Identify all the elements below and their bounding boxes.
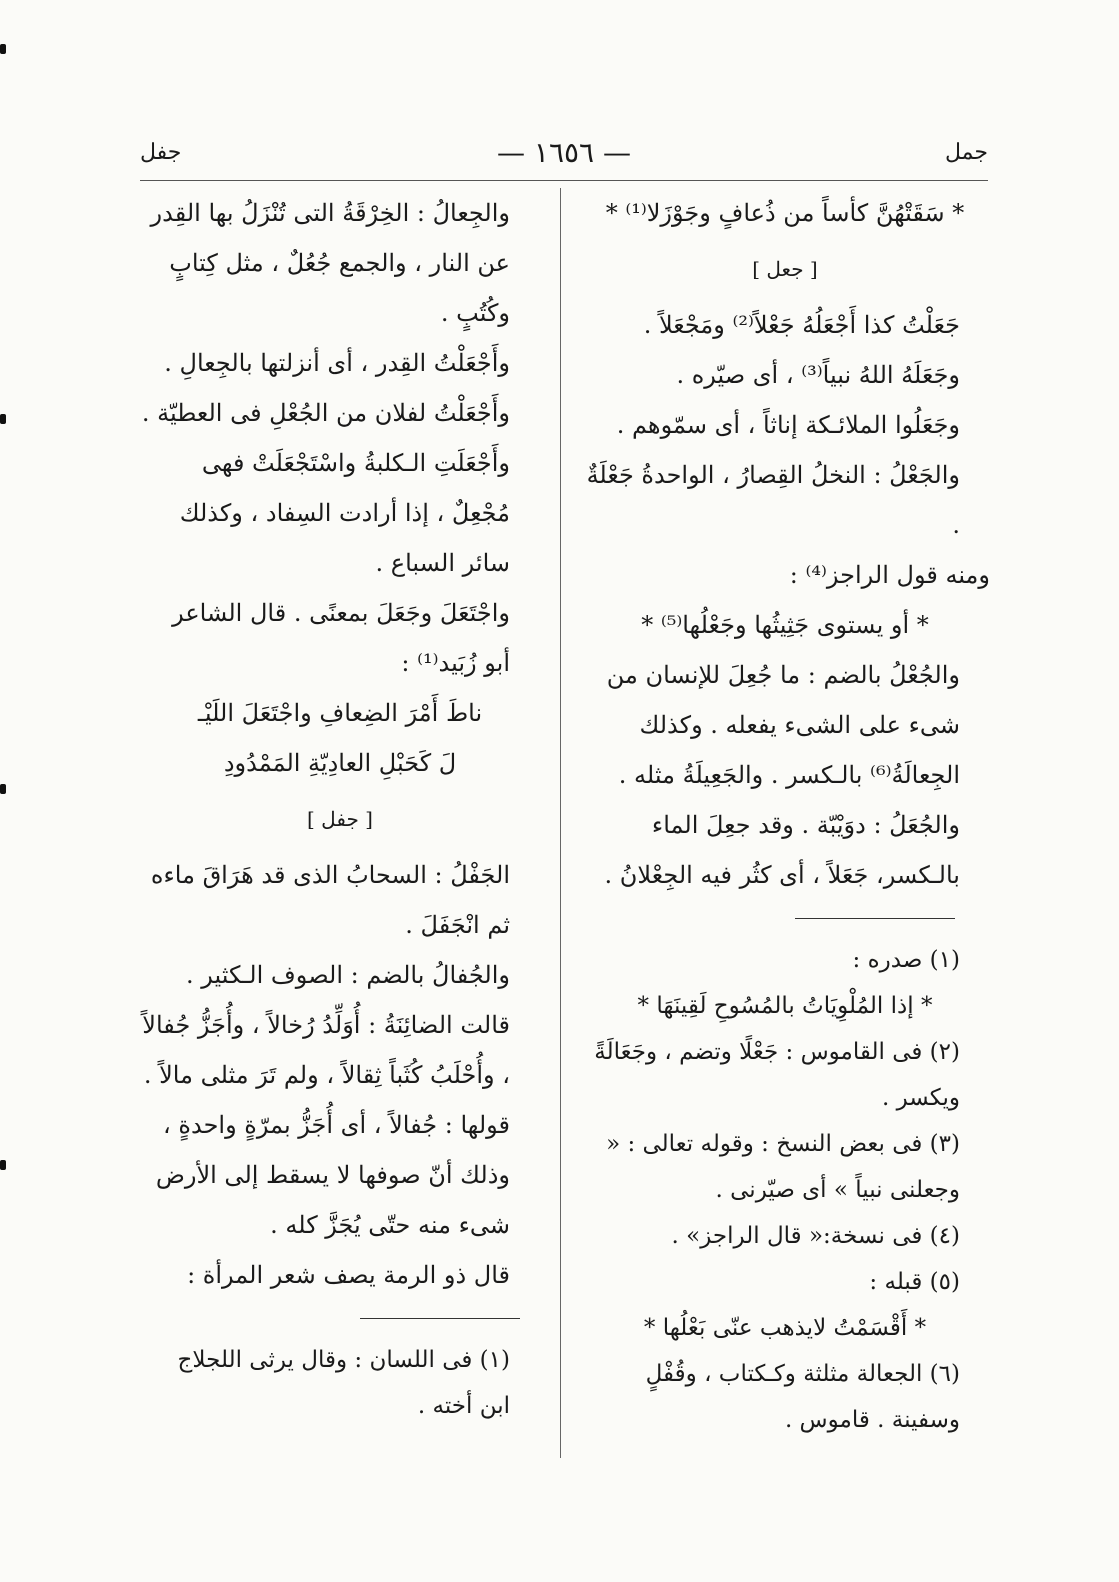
footnote: (٣) فى بعض النسخ : وقوله تعالى : « وجعلنى نبياً » أى صيّرنى .: [606, 1131, 960, 1203]
footnote: (٢) فى القاموس : جَعْلًا وتضم ، وجَعَالَةً ويكسر .: [594, 1039, 960, 1111]
header-left-word: جفل: [140, 140, 182, 165]
text-line: ومنه قول الراجز⁽⁴⁾ :: [789, 561, 990, 589]
text-line: وجَعَلَهُ اللهُ نبياً⁽³⁾ ، أى صيّره .: [676, 361, 960, 389]
footnote: (١) صدره :: [852, 947, 960, 973]
verse-line: * أو يستوى جَثِيثُها وجَعْلُها⁽⁵⁾ *: [641, 611, 929, 639]
header-right-word: جمل: [945, 140, 988, 165]
text-paragraph: وأَجْعَلْتُ القِدر ، أى أنزلتها بالجِعالِ .: [164, 349, 510, 377]
text-paragraph: قولها : جُفالاً ، أى أُجَزُّ بمرّةٍ واحدةٍ ، وذلك أنّ صوفها لا يسقط إلى الأرض شىء منه حتّى يُجَزَّ كله .: [155, 1111, 510, 1239]
margin-mark: [0, 784, 6, 794]
text-paragraph: واجْتَعَلَ وجَعَلَ بمعنًى . قال الشاعر أبو زُبَيد⁽¹⁾ :: [172, 599, 510, 677]
left-column: [140, 188, 540, 1429]
entry-heading: [ جعل ]: [752, 257, 818, 281]
text-line: جَعَلْتُ كذا أَجْعَلُهُ جَعْلاً⁽²⁾ ومَجْعَلاً .: [643, 311, 960, 339]
footnote-rule: [795, 918, 955, 919]
footnote-verse: * أَقْسَمْتُ لايذهب عنّى بَعْلُها *: [643, 1315, 927, 1341]
page-number: — ١٦٥٦ —: [497, 136, 631, 169]
footnote-verse: * إذا المُلْوِيَاتُ بالمُسُوحِ لَقِينَهَا *: [637, 993, 933, 1019]
footnote: (٤) فى نسخة:« قال الراجز» .: [671, 1223, 960, 1249]
text-paragraph: وأَجْعَلْتُ لفلان من الجُعْلِ فى العطيّة .: [141, 399, 510, 427]
verse-line: لَ كَحَبْلِ العادِيّةِ المَمْدُودِ: [223, 749, 457, 777]
footnotes: [580, 937, 990, 1443]
verse-line: ناطَ أَمْرَ الضِعافِ واجْتَعَلَ اللَيْـ: [197, 699, 483, 727]
text-paragraph: وأَجْعَلَتِ الـكلبةُ واسْتَجْعَلَتْ فهى مُجْعِلٌ ، إذا أرادت السِفاد ، وكذلك سائر السباع .: [179, 449, 510, 577]
right-column: [580, 188, 990, 1443]
text-line: وجَعَلُوا الملائـكة إناثاً ، أى سمّوهم .: [616, 411, 960, 439]
text-line: والجَعْلُ : النخلُ القِصارُ ، الواحدةُ جَعْلَةٌ .: [586, 461, 960, 539]
entry-heading: [ جفل ]: [307, 807, 373, 831]
text-paragraph: والجُعْلُ بالضم : ما جُعِلَ للإنسان من شىء على الشىء يفعله . وكذلك الجِعالَةُ⁽⁶⁾ بالـكسر . والجَعِيلَةُ مثله .: [606, 661, 960, 789]
margin-mark: [0, 414, 6, 424]
text-paragraph: والجُعَلُ : دوَيْبّة . وقد جعِلَ الماء بالـكسر، جَعَلاً ، أى كثُر فيه الجِعْلانُ .: [604, 811, 960, 889]
text-paragraph: والجِعالُ : الخِرْقَةُ التى تُنْزَلُ بها القِدر عن النار ، والجمع جُعُلٌ ، مثل كِتابٍ وكُتُبٍ .: [150, 199, 510, 327]
margin-mark: [0, 1160, 6, 1170]
page-header: [140, 136, 988, 181]
margin-mark: [0, 44, 6, 54]
footnote-rule: [360, 1318, 520, 1319]
footnote: (٥) قبله :: [869, 1269, 960, 1295]
column-divider: [560, 188, 561, 1458]
verse-line: * سَقَتْهُنَّ كأساً من ذُعافٍ وجَوْزَلا⁽¹⁾ *: [605, 199, 965, 227]
text-paragraph: الجَفْلُ : السحابُ الذى قد هَرَاقَ ماءه ثم انْجَفَلَ .: [150, 861, 510, 939]
footnote: (٦) الجعالة مثلثة وكـكتاب ، وقُفْلٍ وسفينة . قاموس .: [645, 1361, 960, 1433]
text-paragraph: قال ذو الرمة يصف شعر المرأة :: [187, 1261, 510, 1289]
text-paragraph: والجُفالُ بالضم : الصوف الـكثير . قالت الضائِنَةُ : أُوَلِّدُ رُخالاً ، وأُجَزُّ جُفالاً ، وأُحْلَبُ كُثَباً ثِقالاً ، ولم تَرَ مثلى مالاً .: [142, 961, 510, 1089]
footnote: (١) فى اللسان : وقال يرثى اللجلاج ابن أخته .: [177, 1347, 510, 1419]
